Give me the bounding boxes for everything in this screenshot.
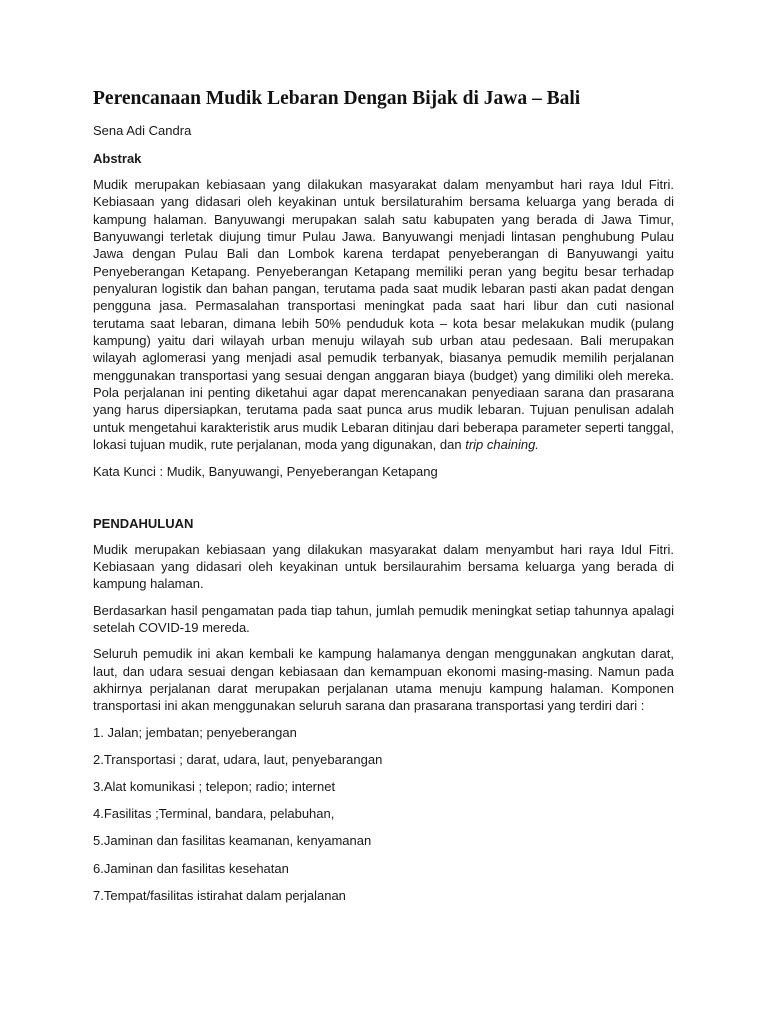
list-item: 5.Jaminan dan fasilitas keamanan, kenyamanan <box>93 833 372 849</box>
component-list <box>93 724 674 905</box>
document-title: Perencanaan Mudik Lebaran Dengan Bijak di Jawa – Bali <box>93 88 581 109</box>
intro-paragraph-2: Berdasarkan hasil pengamatan pada tiap tahun, jumlah pemudik meningkat setiap tahunnya apalagi setelah COVID-19 mereda. <box>93 602 674 635</box>
intro-paragraph-1: Mudik merupakan kebiasaan yang dilakukan masyarakat dalam menyambut hari raya Idul Fitri. Kebiasaan yang didasari oleh keyakinan untuk bersilaurahim bersama keluarga yang berada di kampung halaman. <box>93 541 674 592</box>
list-item: 7.Tempat/fasilitas istirahat dalam perjalanan <box>93 887 346 903</box>
keywords: Kata Kunci : Mudik, Banyuwangi, Penyeberangan Ketapang <box>93 463 438 479</box>
list-item: 6.Jaminan dan fasilitas kesehatan <box>93 860 289 876</box>
list-item: 1. Jalan; jembatan; penyeberangan <box>93 724 297 740</box>
list-item: 3.Alat komunikasi ; telepon; radio; internet <box>93 778 336 794</box>
list-item: 2.Transportasi ; darat, udara, laut, penyebarangan <box>93 751 383 767</box>
document-body <box>93 86 674 914</box>
list-item: 4.Fasilitas ;Terminal, bandara, pelabuhan, <box>93 806 335 822</box>
abstract-body: Mudik merupakan kebiasaan yang dilakukan masyarakat dalam menyambut hari raya Idul Fitri. Kebiasaan yang didasari oleh keyakinan untuk bersilaturahim bersama keluarga yang berada di kampung halaman. Banyuwangi merupakan salah satu kabupaten yang berada di Jawa Timur, Banyuwangi terletak diujung timur Pulau Jawa. Banyuwangi menjadi lintasan penghubung Pulau Jawa dengan Pulau Bali dan Lombok karena terdapat penyeberangan di Banyuwangi yaitu Penyeberangan Ketapang. Penyeberangan Ketapang memiliki peran yang begitu besar terhadap penyaluran logistik dan bahan pangan, terutama pada saat mudik lebaran pasti akan padat dengan pengguna jasa. Permasalahan transportasi meningkat pada saat hari libur dan cuti nasional terutama saat lebaran, dimana lebih 50% penduduk kota – kota besar melakukan mudik (pulang kampung) yaitu dari wilayah urban menuju wilayah sub urban atau pedesaan. Bali merupakan wilayah aglomerasi yang menjadi asal pemudik terbanyak, biasanya pemudik memilih perjalanan menggunakan transportasi yang sesuai dengan anggaran biaya (budget) yang dimiliki oleh mereka. Pola perjalanan ini penting diketahui agar dapat merencanakan penyediaan sarana dan prasarana yang harus dipersiapkan, terutama pada saat punca arus mudik lebaran. Tujuan penulisan adalah untuk mengetahui karakteristik arus mudik Lebaran ditinjau dari beberapa parameter seperti tanggal, lokasi tujuan mudik, rute perjalanan, moda yang digunakan, dan <box>93 177 674 453</box>
intro-heading: PENDAHULUAN <box>93 515 194 531</box>
abstract-italic-term: trip chaining. <box>465 437 539 453</box>
abstract-heading: Abstrak <box>93 151 142 166</box>
intro-paragraph-3: Seluruh pemudik ini akan kembali ke kampung halamanya dengan menggunakan angkutan darat, laut, dan udara sesuai dengan kebiasaan dan kemampuan ekonomi masing-masing. Namun pada akhirnya perjalanan darat merupakan perjalanan utama menuju kampung halaman. Komponen transportasi ini akan menggunakan seluruh sarana dan prasarana transportasi yang terdiri dari : <box>93 646 674 714</box>
author-name: Sena Adi Candra <box>93 123 192 138</box>
abstract-paragraph <box>93 176 674 454</box>
